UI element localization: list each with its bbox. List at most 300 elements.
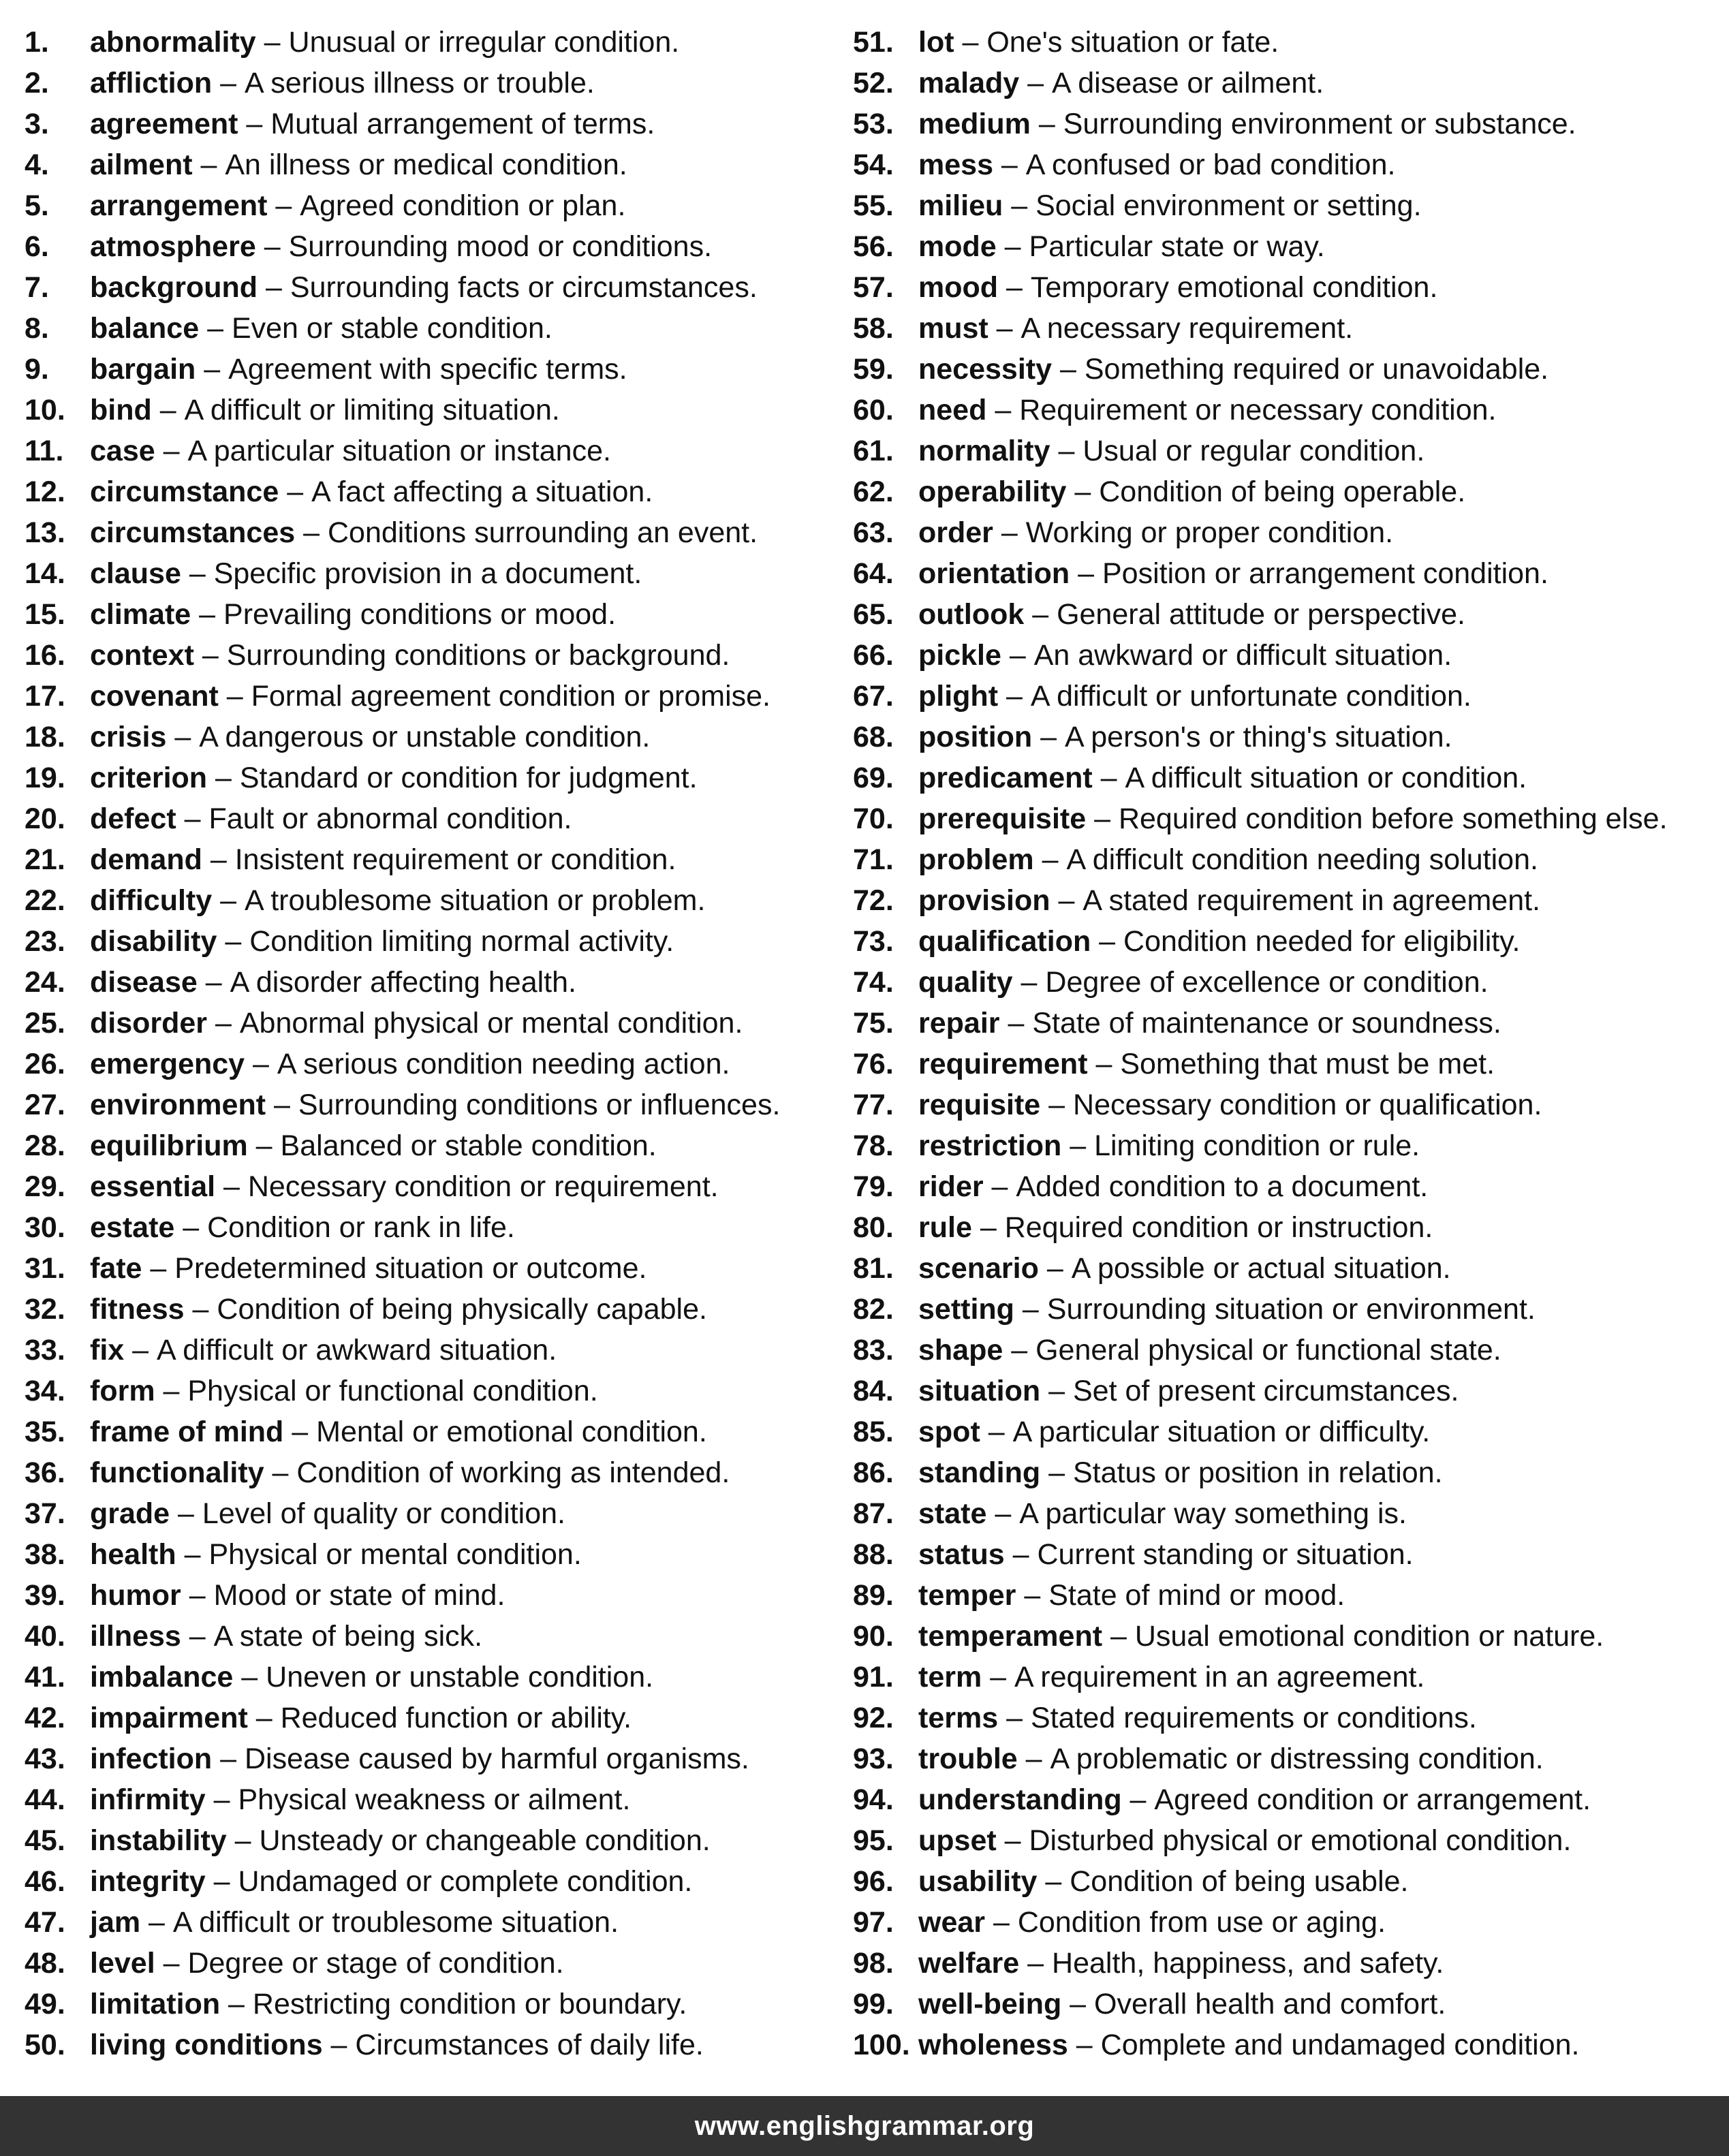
entry-number: 98. <box>853 1947 894 1980</box>
list-item <box>853 1578 1725 1619</box>
entry-number: 18. <box>25 721 65 753</box>
entry-definition: Surrounding environment or substance. <box>1063 108 1576 140</box>
list-item <box>853 1292 1725 1332</box>
list-item <box>25 1659 842 1700</box>
list-item <box>853 801 1725 842</box>
entry-dash: – <box>993 516 1026 549</box>
entry-number: 65. <box>853 598 894 631</box>
entry-word: environment <box>90 1089 266 1121</box>
entry-number: 82. <box>853 1293 894 1326</box>
entry-dash: – <box>1012 966 1046 999</box>
list-item <box>25 65 842 106</box>
entry-word: background <box>90 271 258 304</box>
entry-number: 61. <box>853 435 894 467</box>
entry-dash: – <box>980 1416 1013 1448</box>
list-item <box>25 1986 842 2027</box>
entry-definition: Insistent requirement or condition. <box>234 843 676 876</box>
list-item <box>853 1332 1725 1373</box>
entry-word: ailment <box>90 149 193 181</box>
entry-word: problem <box>918 843 1034 876</box>
entry-definition: Health, happiness, and safety. <box>1052 1947 1444 1980</box>
entry-number: 74. <box>853 966 894 999</box>
list-item <box>25 597 842 638</box>
entry-dash: – <box>1033 843 1067 876</box>
entry-word: temper <box>918 1579 1016 1612</box>
list-item <box>853 1659 1725 1700</box>
entry-number: 22. <box>25 884 65 917</box>
list-item <box>853 270 1725 311</box>
entry-definition: State of maintenance or soundness. <box>1032 1007 1501 1040</box>
list-item <box>25 1169 842 1210</box>
list-item <box>25 515 842 556</box>
entry-word: impairment <box>90 1702 248 1734</box>
entry-number: 10. <box>25 394 65 426</box>
list-item <box>25 433 842 474</box>
list-item <box>853 147 1725 188</box>
entry-dash: – <box>1091 925 1124 958</box>
entry-number: 50. <box>25 2029 65 2061</box>
entry-definition: A stated requirement in agreement. <box>1082 884 1541 917</box>
entry-word: necessity <box>918 353 1053 386</box>
entry-definition: Degree or stage of condition. <box>187 1947 564 1980</box>
entry-definition: Balanced or stable condition. <box>280 1129 657 1162</box>
list-item <box>853 1210 1725 1251</box>
word-list-left-column <box>25 25 842 2068</box>
entry-dash: – <box>983 1170 1016 1203</box>
entry-word: difficulty <box>90 884 213 917</box>
entry-number: 29. <box>25 1170 65 1203</box>
entry-definition: Complete and undamaged condition. <box>1100 2029 1580 2061</box>
entry-definition: Surrounding mood or conditions. <box>288 230 713 263</box>
entry-definition: A particular way something is. <box>1019 1497 1407 1530</box>
list-item <box>25 801 842 842</box>
entry-definition: Even or stable condition. <box>231 312 552 345</box>
entry-definition: Condition or rank in life. <box>207 1211 515 1244</box>
entry-dash: – <box>1040 1089 1074 1121</box>
entry-word: fix <box>90 1334 125 1366</box>
footer-bar <box>0 2096 1729 2156</box>
entry-dash: – <box>993 149 1026 181</box>
entry-dash: – <box>1092 762 1125 794</box>
entry-dash: – <box>258 271 290 304</box>
entry-dash: – <box>1032 721 1065 753</box>
list-item <box>853 229 1725 270</box>
entry-word: affliction <box>90 67 213 99</box>
entry-word: well-being <box>918 1988 1062 2020</box>
entry-definition: Limiting condition or rule. <box>1094 1129 1420 1162</box>
entry-definition: Social environment or setting. <box>1035 189 1422 222</box>
entry-word: pickle <box>918 639 1001 672</box>
entry-number: 57. <box>853 271 894 304</box>
list-item <box>25 1496 842 1537</box>
entry-word: normality <box>918 435 1050 467</box>
entry-word: must <box>918 312 988 345</box>
entry-dash: – <box>245 1048 277 1080</box>
entry-number: 9. <box>25 353 49 386</box>
entry-number: 2. <box>25 67 49 99</box>
entry-definition: Required condition or instruction. <box>1004 1211 1433 1244</box>
list-item <box>853 1946 1725 1986</box>
list-item <box>25 106 842 147</box>
entry-definition: Condition of being physically capable. <box>217 1293 707 1326</box>
list-item <box>853 1782 1725 1823</box>
entry-dash: – <box>196 353 229 386</box>
entry-word: circumstance <box>90 475 279 508</box>
entry-definition: Physical weakness or ailment. <box>238 1783 631 1816</box>
entry-number: 23. <box>25 925 65 958</box>
list-item <box>25 474 842 515</box>
entry-word: state <box>918 1497 987 1530</box>
entry-dash: – <box>255 230 289 263</box>
list-item <box>25 556 842 597</box>
entry-number: 38. <box>25 1538 65 1571</box>
entry-dash: – <box>1014 1293 1047 1326</box>
entry-dash: – <box>1086 802 1119 835</box>
entry-definition: Restricting condition or boundary. <box>252 1988 687 2020</box>
entry-word: operability <box>918 475 1067 508</box>
entry-definition: Required condition before something else. <box>1118 802 1668 835</box>
list-item <box>853 515 1725 556</box>
entry-number: 68. <box>853 721 894 753</box>
list-item <box>25 1946 842 1986</box>
entry-number: 5. <box>25 189 49 222</box>
entry-word: medium <box>918 108 1031 140</box>
list-item <box>853 351 1725 392</box>
list-item <box>853 188 1725 229</box>
entry-definition: A person's or thing's situation. <box>1065 721 1452 753</box>
entry-number: 80. <box>853 1211 894 1244</box>
entry-definition: Overall health and comfort. <box>1094 1988 1446 2020</box>
entry-dash: – <box>199 312 232 345</box>
entry-definition: Surrounding conditions or background. <box>226 639 730 672</box>
entry-definition: Position or arrangement condition. <box>1102 557 1548 590</box>
list-item <box>853 1169 1725 1210</box>
entry-number: 53. <box>853 108 894 140</box>
entry-number: 45. <box>25 1824 65 1857</box>
entry-dash: – <box>1102 1620 1135 1653</box>
entry-dash: – <box>971 1211 1005 1244</box>
entry-definition: General physical or functional state. <box>1035 1334 1501 1366</box>
entry-word: covenant <box>90 680 219 713</box>
list-item <box>853 1005 1725 1046</box>
entry-number: 90. <box>853 1620 894 1653</box>
entry-dash: – <box>226 1824 260 1857</box>
entry-word: jam <box>90 1906 141 1939</box>
entry-word: requirement <box>918 1048 1088 1080</box>
entry-number: 15. <box>25 598 65 631</box>
entry-definition: Conditions surrounding an event. <box>327 516 758 549</box>
entry-dash: – <box>322 2029 356 2061</box>
entry-definition: Reduced function or ability. <box>280 1702 632 1734</box>
entry-number: 93. <box>853 1743 894 1775</box>
list-item <box>25 311 842 351</box>
entry-dash: – <box>205 1783 238 1816</box>
entry-word: frame of mind <box>90 1416 284 1448</box>
list-item <box>25 1578 842 1619</box>
entry-word: emergency <box>90 1048 245 1080</box>
entry-dash: – <box>1052 353 1085 386</box>
entry-definition: Condition of working as intended. <box>296 1456 730 1489</box>
list-item <box>25 2027 842 2068</box>
list-item <box>853 1373 1725 1414</box>
list-item <box>25 1005 842 1046</box>
entry-number: 64. <box>853 557 894 590</box>
entry-number: 70. <box>853 802 894 835</box>
entry-dash: – <box>181 1579 214 1612</box>
entry-dash: – <box>1040 1456 1073 1489</box>
entry-word: bargain <box>90 353 196 386</box>
entry-number: 79. <box>853 1170 894 1203</box>
entry-dash: – <box>1038 1252 1072 1285</box>
entry-definition: Condition limiting normal activity. <box>249 925 674 958</box>
list-item <box>25 147 842 188</box>
entry-word: setting <box>918 1293 1014 1326</box>
entry-dash: – <box>220 1988 253 2020</box>
entry-definition: A confused or bad condition. <box>1025 149 1396 181</box>
entry-number: 40. <box>25 1620 65 1653</box>
entry-definition: Standard or condition for judgment. <box>239 762 698 794</box>
entry-number: 88. <box>853 1538 894 1571</box>
entry-word: position <box>918 721 1033 753</box>
entry-definition: Stated requirements or conditions. <box>1030 1702 1477 1734</box>
list-item <box>853 2027 1725 2068</box>
entry-definition: Mood or state of mind. <box>213 1579 505 1612</box>
entry-number: 95. <box>853 1824 894 1857</box>
entry-definition: A serious illness or trouble. <box>244 67 595 99</box>
entry-definition: A difficult or limiting situation. <box>184 394 560 426</box>
list-item <box>853 883 1725 924</box>
entry-word: circumstances <box>90 516 296 549</box>
entry-definition: A requirement in an agreement. <box>1014 1661 1425 1693</box>
entry-number: 48. <box>25 1947 65 1980</box>
entry-word: mess <box>918 149 993 181</box>
list-item <box>25 965 842 1005</box>
list-item <box>853 311 1725 351</box>
entry-definition: Surrounding situation or environment. <box>1046 1293 1536 1326</box>
entry-definition: Surrounding facts or circumstances. <box>290 271 758 304</box>
list-item <box>25 1414 842 1455</box>
entry-dash: – <box>202 843 235 876</box>
entry-number: 62. <box>853 475 894 508</box>
list-item <box>25 229 842 270</box>
entry-number: 51. <box>853 26 894 59</box>
entry-dash: – <box>193 639 227 672</box>
entry-number: 96. <box>853 1865 894 1898</box>
entry-definition: Prevailing conditions or mood. <box>223 598 617 631</box>
entry-definition: State of mind or mood. <box>1048 1579 1345 1612</box>
entry-dash: – <box>151 394 185 426</box>
list-item <box>853 1700 1725 1741</box>
entry-dash: – <box>988 312 1021 345</box>
entry-number: 67. <box>853 680 894 713</box>
entry-number: 6. <box>25 230 49 263</box>
list-item <box>25 1373 842 1414</box>
entry-dash: – <box>982 1661 1015 1693</box>
entry-word: climate <box>90 598 191 631</box>
entry-word: humor <box>90 1579 181 1612</box>
entry-number: 20. <box>25 802 65 835</box>
entry-word: functionality <box>90 1456 264 1489</box>
entry-dash: – <box>986 1497 1020 1530</box>
entry-number: 19. <box>25 762 65 794</box>
entry-definition: Disturbed physical or emotional condition. <box>1029 1824 1572 1857</box>
list-item <box>25 1087 842 1128</box>
list-item <box>853 1537 1725 1578</box>
entry-word: wear <box>918 1906 986 1939</box>
entry-number: 3. <box>25 108 49 140</box>
entry-dash: – <box>1003 189 1036 222</box>
entry-word: prerequisite <box>918 802 1087 835</box>
entry-dash: – <box>1121 1783 1155 1816</box>
entry-number: 78. <box>853 1129 894 1162</box>
entry-number: 4. <box>25 149 49 181</box>
entry-word: usability <box>918 1865 1038 1898</box>
entry-number: 63. <box>853 516 894 549</box>
entry-number: 1. <box>25 26 49 59</box>
entry-dash: – <box>174 1211 208 1244</box>
list-item <box>853 1128 1725 1169</box>
list-item <box>25 188 842 229</box>
entry-number: 100. <box>853 2029 910 2061</box>
entry-definition: Current standing or situation. <box>1037 1538 1414 1571</box>
entry-word: qualification <box>918 925 1091 958</box>
entry-dash: – <box>197 966 230 999</box>
entry-number: 66. <box>853 639 894 672</box>
entry-definition: One's situation or fate. <box>986 26 1279 59</box>
list-item <box>853 1905 1725 1946</box>
entry-number: 31. <box>25 1252 65 1285</box>
entry-word: integrity <box>90 1865 206 1898</box>
entry-word: infection <box>90 1743 213 1775</box>
entry-word: outlook <box>918 598 1025 631</box>
entry-definition: A serious condition needing action. <box>277 1048 730 1080</box>
entry-definition: Usual emotional condition or nature. <box>1134 1620 1604 1653</box>
entry-definition: Agreed condition or plan. <box>300 189 626 222</box>
entry-number: 47. <box>25 1906 65 1939</box>
entry-dash: – <box>1066 475 1100 508</box>
entry-number: 56. <box>853 230 894 263</box>
list-item <box>25 1905 842 1946</box>
entry-dash: – <box>176 802 209 835</box>
entry-number: 55. <box>853 189 894 222</box>
entry-word: infirmity <box>90 1783 206 1816</box>
entry-definition: Temporary emotional condition. <box>1030 271 1438 304</box>
entry-dash: – <box>247 1702 281 1734</box>
list-item <box>853 678 1725 719</box>
entry-dash: – <box>181 557 214 590</box>
entry-definition: A difficult or troublesome situation. <box>172 1906 619 1939</box>
entry-dash: – <box>954 26 987 59</box>
list-item <box>853 760 1725 801</box>
list-item <box>25 883 842 924</box>
entry-dash: – <box>264 1456 297 1489</box>
entry-definition: Level of quality or condition. <box>202 1497 565 1530</box>
entry-word: form <box>90 1375 155 1407</box>
list-item <box>25 1864 842 1905</box>
entry-dash: – <box>207 762 240 794</box>
entry-number: 87. <box>853 1497 894 1530</box>
list-item <box>25 1455 842 1496</box>
entry-word: need <box>918 394 987 426</box>
entry-dash: – <box>295 516 328 549</box>
entry-dash: – <box>998 680 1031 713</box>
entry-word: fitness <box>90 1293 185 1326</box>
entry-word: crisis <box>90 721 167 753</box>
list-item <box>25 1292 842 1332</box>
entry-dash: – <box>191 598 224 631</box>
list-item <box>25 270 842 311</box>
website-url: www.englishgrammar.org <box>694 2110 1035 2141</box>
entry-dash: – <box>1037 1865 1070 1898</box>
entry-number: 58. <box>853 312 894 345</box>
entry-dash: – <box>1050 435 1083 467</box>
entry-definition: A state of being sick. <box>213 1620 483 1653</box>
entry-number: 83. <box>853 1334 894 1366</box>
entry-dash: – <box>996 1824 1029 1857</box>
entry-definition: Working or proper condition. <box>1025 516 1394 549</box>
entry-definition: Undamaged or complete condition. <box>238 1865 693 1898</box>
entry-word: upset <box>918 1824 997 1857</box>
entry-number: 33. <box>25 1334 65 1366</box>
list-item <box>853 1087 1725 1128</box>
entry-word: restriction <box>918 1129 1062 1162</box>
entry-number: 34. <box>25 1375 65 1407</box>
entry-definition: A dangerous or unstable condition. <box>199 721 651 753</box>
entry-number: 72. <box>853 884 894 917</box>
entry-definition: General attitude or perspective. <box>1057 598 1466 631</box>
entry-dash: – <box>998 271 1031 304</box>
entry-number: 59. <box>853 353 894 386</box>
entry-number: 13. <box>25 516 65 549</box>
entry-dash: – <box>212 884 245 917</box>
entry-dash: – <box>1070 557 1102 590</box>
list-item <box>853 719 1725 760</box>
list-item <box>853 924 1725 965</box>
entry-word: case <box>90 435 155 467</box>
entry-word: agreement <box>90 108 238 140</box>
entry-word: context <box>90 639 194 672</box>
list-item <box>853 392 1725 433</box>
entry-definition: Condition needed for eligibility. <box>1123 925 1521 958</box>
entry-definition: Specific provision in a document. <box>213 557 642 590</box>
entry-dash: – <box>1068 2029 1101 2061</box>
entry-dash: – <box>192 149 225 181</box>
entry-definition: A fact affecting a situation. <box>311 475 653 508</box>
entry-dash: – <box>1016 1579 1049 1612</box>
entry-number: 91. <box>853 1661 894 1693</box>
list-item <box>25 760 842 801</box>
entry-number: 69. <box>853 762 894 794</box>
entry-word: criterion <box>90 762 208 794</box>
entry-definition: A particular situation or difficulty. <box>1012 1416 1431 1448</box>
entry-word: requisite <box>918 1089 1041 1121</box>
entry-dash: – <box>212 67 245 99</box>
entry-dash: – <box>1004 1538 1038 1571</box>
list-item <box>853 1496 1725 1537</box>
entry-definition: Something required or unavoidable. <box>1084 353 1549 386</box>
entry-definition: Abnormal physical or mental condition. <box>239 1007 743 1040</box>
entry-definition: A necessary requirement. <box>1021 312 1354 345</box>
entry-dash: – <box>283 1416 317 1448</box>
entry-definition: Usual or regular condition. <box>1082 435 1425 467</box>
list-item <box>853 1414 1725 1455</box>
list-item <box>853 1864 1725 1905</box>
entry-dash: – <box>996 230 1029 263</box>
list-item <box>853 25 1725 65</box>
entry-dash: – <box>267 189 300 222</box>
entry-definition: Added condition to a document. <box>1016 1170 1429 1203</box>
list-item <box>853 638 1725 678</box>
